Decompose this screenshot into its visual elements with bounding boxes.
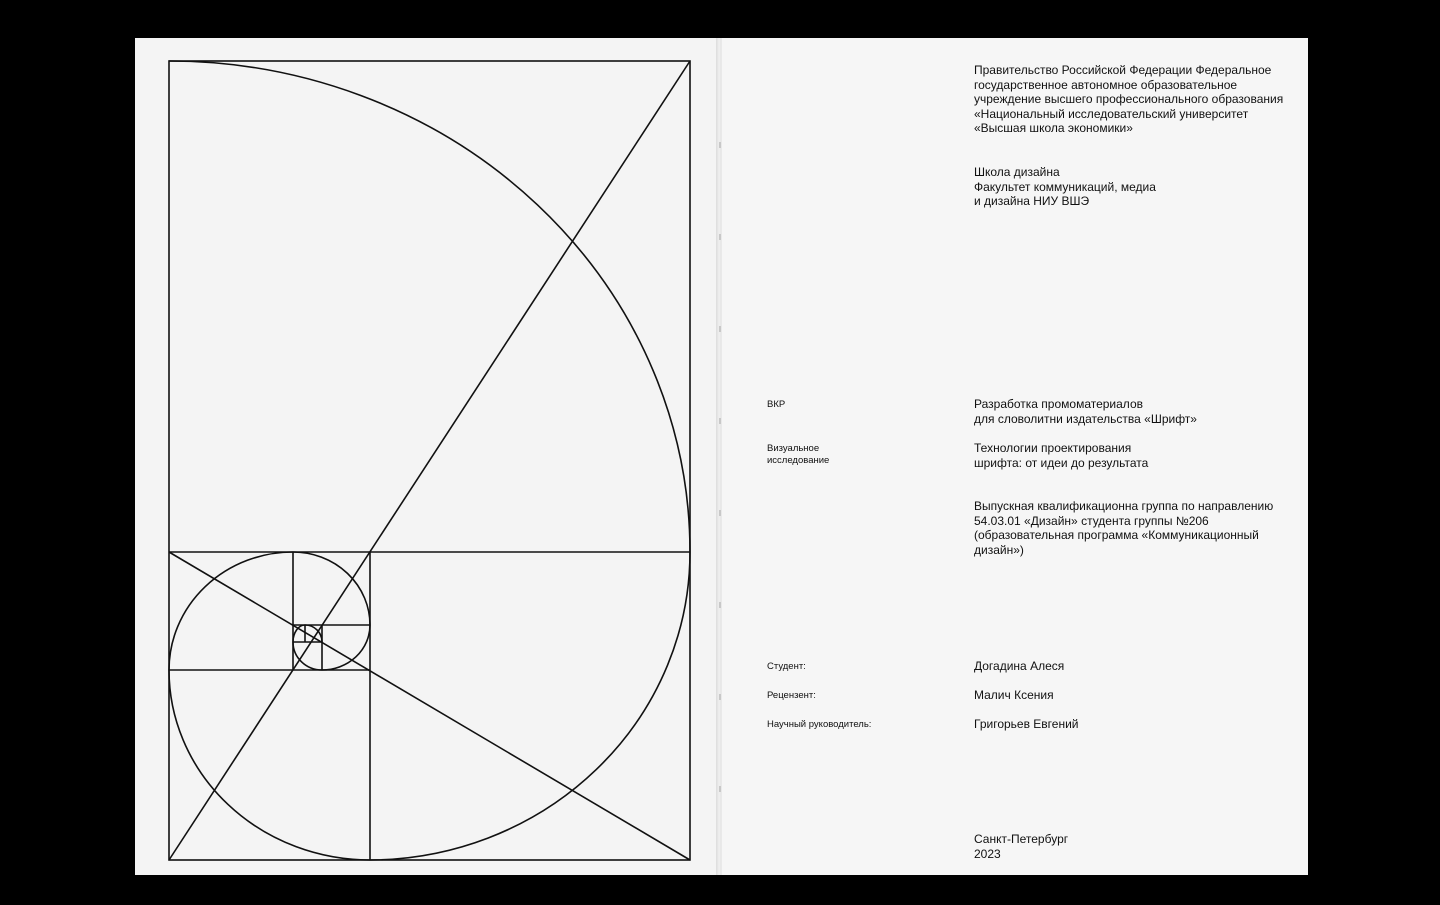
student-label: Студент: [767, 661, 806, 672]
diagonal-line [169, 552, 690, 860]
work-title: Разработка промоматериалов для словолитни издательства «Шрифт» [974, 397, 1197, 426]
binding-stitch [719, 326, 721, 332]
diagonal-line [169, 61, 690, 860]
left-page [135, 38, 718, 875]
institution-name: Правительство Российской Федерации Федеральное государственное автономное образовательное учреждение высшего профессионального образования «Национальный исследовательский университет «Высшая школа экономики» [974, 63, 1284, 135]
supervisor-label: Научный руководитель: [767, 719, 872, 730]
spiral-arc [169, 670, 370, 860]
work-type-label: ВКР [767, 399, 786, 410]
reviewer-label: Рецензент: [767, 690, 816, 701]
binding-stitch [719, 510, 721, 516]
binding-stitch [719, 786, 721, 792]
place-and-year: Санкт-Петербург 2023 [974, 832, 1069, 861]
spiral-arc [293, 552, 370, 625]
binding-stitch [719, 694, 721, 700]
spiral-arc [169, 552, 293, 670]
right-page [722, 38, 1308, 875]
binding-stitch [719, 602, 721, 608]
supervisor-name: Григорьев Евгений [974, 717, 1079, 731]
faculty-name: Школа дизайна Факультет коммуникаций, медиа и дизайна НИУ ВШЭ [974, 165, 1156, 208]
student-name: Догадина Алеся [974, 659, 1065, 673]
research-label: Визуальное исследование [767, 443, 830, 466]
binding-stitch [719, 418, 721, 424]
spiral-arc [293, 625, 305, 642]
binding-stitch [719, 142, 721, 148]
spiral-arc [370, 552, 690, 860]
golden-ratio-spiral-diagram [135, 38, 718, 875]
spiral-arc [169, 61, 690, 552]
thesis-description: Выпускная квалификационна группа по направлению 54.03.01 «Дизайн» студента группы №206 (образовательная программа «Коммуникационный дизайн») [974, 499, 1274, 557]
reviewer-name: Малич Ксения [974, 688, 1054, 702]
research-title: Технологии проектирования шрифта: от идеи до результата [974, 441, 1149, 470]
binding-stitch [719, 234, 721, 240]
